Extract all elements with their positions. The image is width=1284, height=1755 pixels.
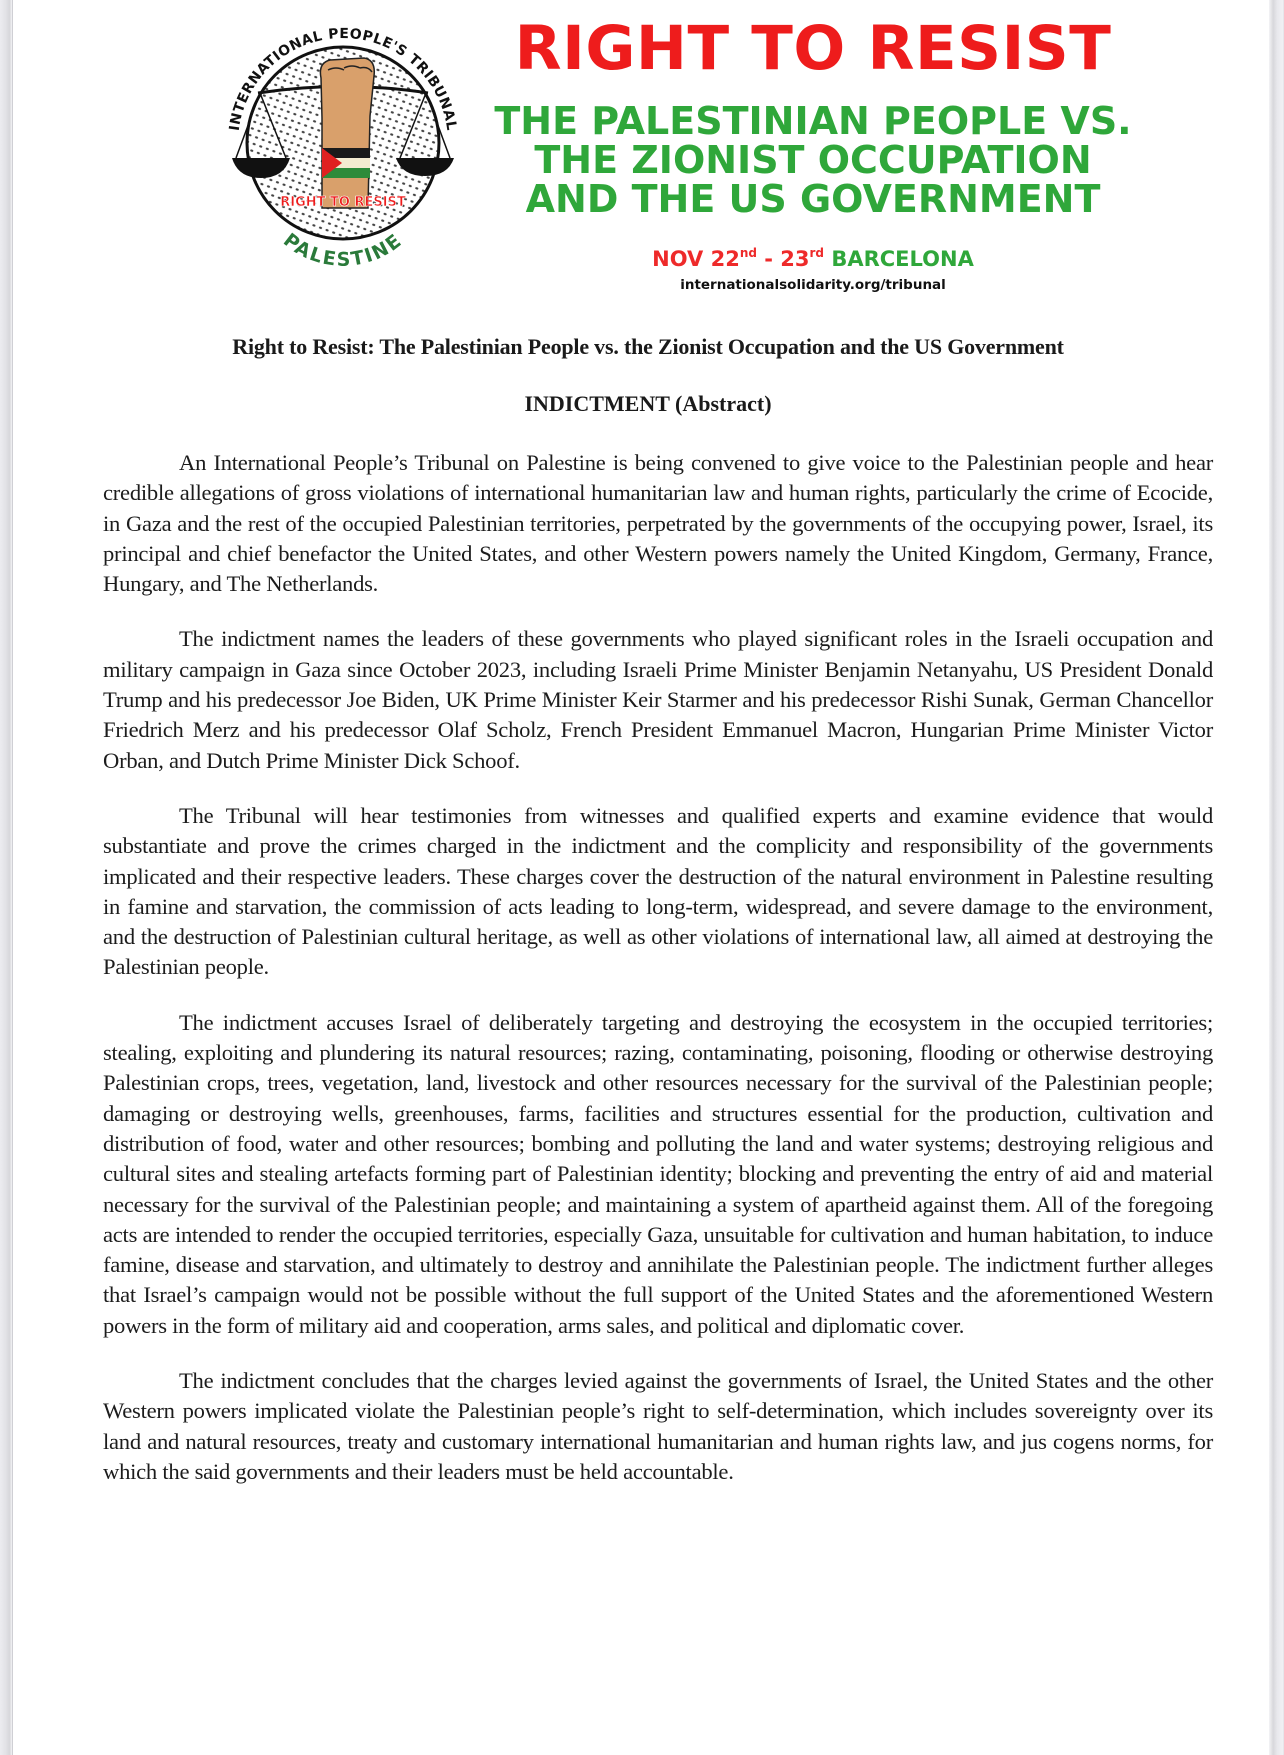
event-date: NOV 22nd - 23rd xyxy=(652,246,825,271)
banner-subtitle-line: THE ZIONIST OCCUPATION xyxy=(534,138,1092,182)
event-url: internationalsolidarity.org/tribunal xyxy=(680,277,946,293)
event-location: BARCELONA xyxy=(831,247,974,271)
document-body xyxy=(103,448,1213,1512)
document-page xyxy=(12,0,1283,1755)
raised-fist-scales-icon xyxy=(218,8,468,293)
viewer-left-edge xyxy=(0,0,12,1755)
paragraph: The indictment concludes that the charges levied against the governments of Israel, the United States and the other Western powers implicated violate the Palestinian people’s right to self-determination, which includes sovereignty over its land and natural resources, treaty and customary international humanitarian and human rights law, and jus cogens norms, for which the said governments and their leaders must be held accountable. xyxy=(103,1368,1213,1484)
banner-subtitle-line: THE PALESTINIAN PEOPLE VS. xyxy=(494,99,1132,143)
event-banner xyxy=(483,14,1143,293)
paragraph: The Tribunal will hear testimonies from witnesses and qualified experts and examine evidence that would substantiate and prove the crimes charged in the indictment and the complicity and responsibility of the governments implicated and their respective leaders. These charges cover the destruction of the natural environment in Palestine resulting in famine and starvation, the commission of acts leading to long-term, widespread, and severe damage to the environment, and the destruction of Palestinian cultural heritage, as well as other violations of international law, all aimed at destroying the Palestinian people. xyxy=(103,802,1213,980)
logo-arc-bottom-text: PALESTINE xyxy=(279,229,407,271)
logo-arc-top-text: INTERNATIONAL PEOPLE'S TRIBUNAL xyxy=(226,25,460,132)
viewer-right-edge xyxy=(1269,0,1283,1755)
paragraph: The indictment names the leaders of these governments who played significant roles in the Israeli occupation and military campaign in Gaza since October 2023, including Israeli Prime Minister Benjamin Netanyahu, US President Donald Trump and his predecessor Joe Biden, UK Prime Minister Keir Starmer and his predecessor Rishi Sunak, German Chancellor Friedrich Merz and his predecessor Olaf Scholz, French President Emmanuel Macron, Hungarian Prime Minister Victor Orban, and Dutch Prime Minister Dick Schoof. xyxy=(103,626,1213,773)
banner-subtitle xyxy=(483,99,1143,221)
logo-badge-text: RIGHT TO RESIST xyxy=(280,195,406,210)
banner-title: RIGHT TO RESIST xyxy=(514,13,1112,84)
event-date-location xyxy=(483,240,1143,272)
paragraph: The indictment accuses Israel of deliberately targeting and destroying the ecosystem in the occupied territories; stealing, exploiting and plundering its natural resources; razing, contaminating, poisoning, flooding or otherwise destroying Palestinian crops, trees, vegetation, land, livestock and other resources necessary for the survival of the Palestinian people; damaging or destroying wells, greenhouses, farms, facilities and structures essential for the production, cultivation and distribution of food, water and other resources; bombing and polluting the land and water systems; destroying religious and cultural sites and stealing artefacts forming part of Palestinian identity; blocking and preventing the entry of aid and material necessary for the survival of the Palestinian people; and maintaining a system of apartheid against them. All of the foregoing acts are intended to render the occupied territories, especially Gaza, unsuitable for cultivation and human habitation, to induce famine, disease and starvation, and ultimately to destroy and annihilate the Palestinian people. The indictment further alleges that Israel’s campaign would not be possible without the full support of the United States and the aforementioned Western powers in the form of military aid and cooperation, arms sales, and political and diplomatic cover. xyxy=(103,1009,1213,1338)
banner-subtitle-line: AND THE US GOVERNMENT xyxy=(525,177,1101,221)
document-title: Right to Resist: The Palestinian People vs. the Zionist Occupation and the US Government xyxy=(232,334,1064,359)
document-subtitle: INDICTMENT (Abstract) xyxy=(524,391,772,416)
tribunal-logo xyxy=(218,8,468,293)
paragraph: An International People’s Tribunal on Palestine is being convened to give voice to the Palestinian people and hear credible allegations of gross violations of international humanitarian law and human rights, particularly the crime of Ecocide, in Gaza and the rest of the occupied Palestinian territories, perpetrated by the governments of the occupying power, Israel, its principal and chief benefactor the United States, and other Western powers namely the United Kingdom, Germany, France, Hungary, and The Netherlands. xyxy=(103,450,1213,597)
